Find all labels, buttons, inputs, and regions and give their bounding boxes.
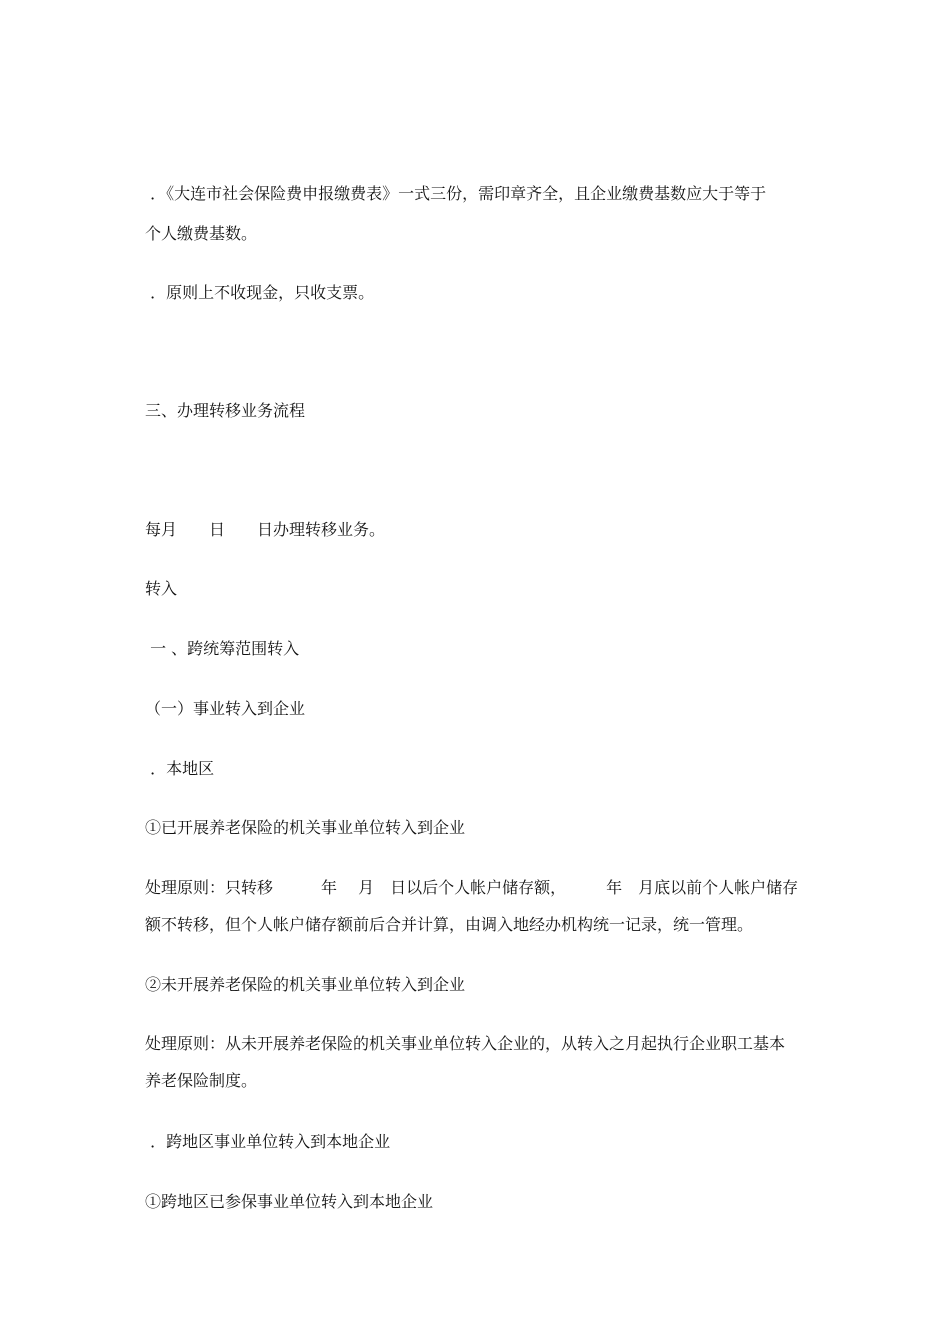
paragraph-principle-2-line2: 养老保险制度。 [145,1071,258,1090]
paragraph-principle-2-line1: 处理原则：从未开展养老保险的机关事业单位转入企业的，从转入之月起执行企业职工基本 [145,1034,786,1053]
paragraph-principle-1-line2: 额不转移，但个人帐户储存额前后合并计算，由调入地经办机构统一记录，统一管理。 [145,915,754,934]
paragraph-schedule: 每月 日 日办理转移业务。 [145,520,386,539]
subheading-local-area: ．本地区 [145,759,215,778]
item-uninsured-institution: ②未开展养老保险的机关事业单位转入到企业 [145,975,466,994]
paragraph-principle-1-line1: 处理原则：只转移 年 月 日以后个人帐户储存额， 年 月底以前个人帐户储存 [145,878,799,897]
subheading-transfer-in: 转入 [145,579,178,598]
paragraph-payment-rule: ．原则上不收现金，只收支票。 [145,283,375,302]
subheading-cross-region: 一 、跨统筹范围转入 [145,639,300,658]
paragraph-declaration-form-line1: ．《大连市社会保险费申报缴费表》一式三份，需印章齐全，且企业缴费基数应大于等于 [145,184,767,203]
subheading-institution-to-enterprise: （一）事业转入到企业 [145,699,306,718]
section-heading: 三、办理转移业务流程 [145,401,306,420]
paragraph-declaration-form-line2: 个人缴费基数。 [145,224,258,243]
item-cross-area-insured: ①跨地区已参保事业单位转入到本地企业 [145,1192,434,1211]
item-insured-institution: ①已开展养老保险的机关事业单位转入到企业 [145,818,466,837]
subheading-cross-area-institution: ．跨地区事业单位转入到本地企业 [145,1132,391,1151]
